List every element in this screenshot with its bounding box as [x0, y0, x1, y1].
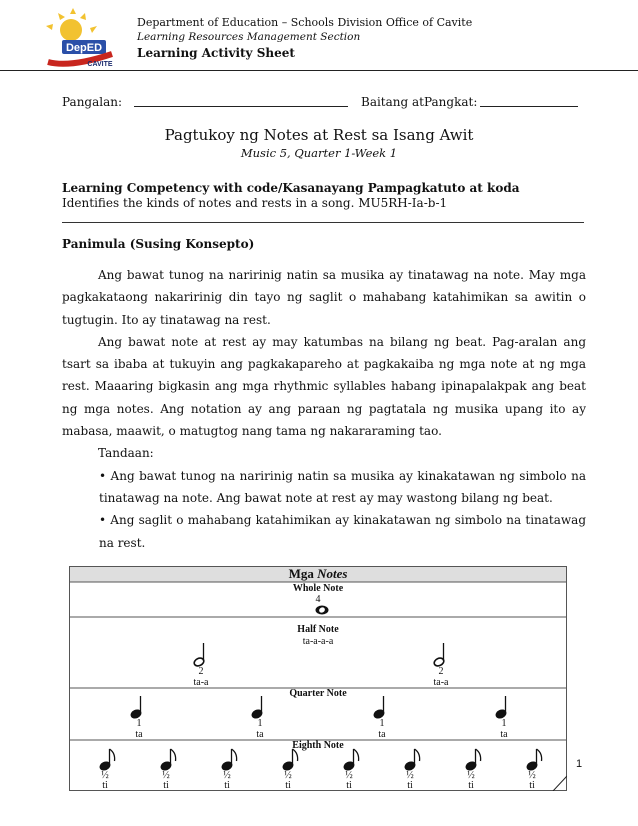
- half-note-sound: ta-a: [193, 677, 209, 688]
- quarter-note-beats: 1: [379, 718, 385, 729]
- half-note-beats: 2: [198, 666, 204, 677]
- department-header: Department of Education – Schools Division Office of Cavite: [137, 16, 473, 29]
- whole-note-label: Whole Note: [292, 583, 344, 594]
- eighth-note-symbol-1: [99, 749, 115, 771]
- notes-chart: [69, 566, 567, 791]
- bullet-1: • Ang bawat tunog na naririnig natin sa musika ay kinakatawan ng simbolo na tinatawag na note. Ang bawat note at rest ay may wastong bilang ng beat.: [99, 468, 586, 505]
- quarter-note-sound: ta: [378, 729, 386, 740]
- competency-text: Identifies the kinds of notes and rests in a song. MU5RH-Ia-b-1: [62, 196, 448, 210]
- quarter-note-beats: 1: [257, 718, 263, 729]
- logo-subtext: CAVITE: [87, 61, 113, 68]
- eighth-note-symbol-3: [221, 749, 237, 771]
- grade-field[interactable]: [480, 106, 578, 107]
- eighth-note-label: Eighth Note: [292, 740, 344, 751]
- eighth-note-beats: ½: [406, 770, 414, 781]
- page-subtitle: Music 5, Quarter 1-Week 1: [240, 146, 398, 160]
- eighth-note-symbol-6: [404, 749, 420, 771]
- eighth-note-beats: ½: [162, 770, 170, 781]
- header-divider: [0, 70, 638, 71]
- competency-divider: [62, 222, 584, 223]
- eighth-note-sound: ti: [285, 780, 291, 791]
- eighth-note-sound: ti: [346, 780, 352, 791]
- eighth-note-symbol-2: [160, 749, 176, 771]
- eighth-note-sound: ti: [102, 780, 108, 791]
- eighth-note-symbol-5: [343, 749, 359, 771]
- eighth-note-beats: ½: [223, 770, 231, 781]
- paragraph-1: Ang bawat tunog na naririnig natin sa musika ay tinatawag na note. May mga pagkakataong nakaririnig din tayo ng saglit o mahabang katahimikan sa awitin o tugtugin. Ito ay tinatawag na rest.: [62, 268, 586, 327]
- eighth-note-symbol-4: [282, 749, 298, 771]
- eighth-note-sound: ti: [407, 780, 413, 791]
- eighth-note-beats: ½: [528, 770, 536, 781]
- page-number: 1: [576, 758, 583, 770]
- eighth-note-beats: ½: [345, 770, 353, 781]
- eighth-note-sound: ti: [224, 780, 230, 791]
- section-header: Learning Resources Management Section: [137, 31, 361, 43]
- eighth-note-symbol-8: [526, 749, 542, 771]
- name-field[interactable]: [134, 106, 348, 107]
- sheet-title: Learning Activity Sheet: [137, 46, 295, 60]
- section-heading: Panimula (Susing Konsepto): [62, 237, 255, 251]
- deped-cavite-logo: [40, 6, 126, 72]
- half-note-beats: 2: [438, 666, 444, 677]
- name-label: Pangalan:: [62, 95, 123, 109]
- whole-note-beats: 4: [315, 594, 321, 605]
- chart-title: Mga Notes: [288, 566, 348, 581]
- page-title: Pagtukoy ng Notes at Rest sa Isang Awit: [164, 126, 474, 144]
- paragraph-2: Ang bawat note at rest ay may katumbas na bilang ng beat. Pag-aralan ang tsart sa ibaba at tukuyin ang pagkakapareho at pagkakaiba ng mga note at ng mga rest. Maaaring bigkasin ang mga rhythmic syllables habang ipinapalakpak ang beat ng mga notes. Ang notation ay ang paraan ng pagtatala ng musika upang ito ay mabasa, maawit, o matugtog nang tama ng nakararaming tao.: [62, 334, 586, 439]
- eighth-note-symbol-7: [465, 749, 481, 771]
- quarter-note-sound: ta: [135, 729, 143, 740]
- quarter-note-symbol-4: [495, 696, 507, 719]
- quarter-note-symbol-2: [251, 696, 263, 719]
- competency-heading: Learning Competency with code/Kasanayang Pampagkatuto at koda: [62, 181, 520, 195]
- quarter-note-symbol-1: [130, 696, 142, 719]
- bullet-2: • Ang saglit o mahabang katahimikan ay kinakatawan ng simbolo na tinatawag na rest.: [99, 513, 586, 550]
- half-note-sound: ta-a: [433, 677, 449, 688]
- tandaan-label: Tandaan:: [98, 446, 154, 461]
- quarter-note-symbol-3: [373, 696, 385, 719]
- grade-label: Baitang atPangkat:: [361, 95, 478, 109]
- eighth-note-sound: ti: [163, 780, 169, 791]
- eighth-note-sound: ti: [529, 780, 535, 791]
- quarter-note-sound: ta: [256, 729, 264, 740]
- eighth-note-beats: ½: [101, 770, 109, 781]
- half-note-syllable: ta-a-a-a: [302, 636, 334, 647]
- quarter-note-sound: ta: [500, 729, 508, 740]
- eighth-note-sound: ti: [468, 780, 474, 791]
- eighth-note-beats: ½: [467, 770, 475, 781]
- quarter-note-beats: 1: [136, 718, 142, 729]
- logo-text: DepED: [65, 42, 103, 54]
- half-note-label: Half Note: [297, 624, 339, 635]
- quarter-note-beats: 1: [501, 718, 507, 729]
- eighth-note-beats: ½: [284, 770, 292, 781]
- introduction-body: [62, 264, 586, 554]
- quarter-note-label: Quarter Note: [289, 688, 347, 699]
